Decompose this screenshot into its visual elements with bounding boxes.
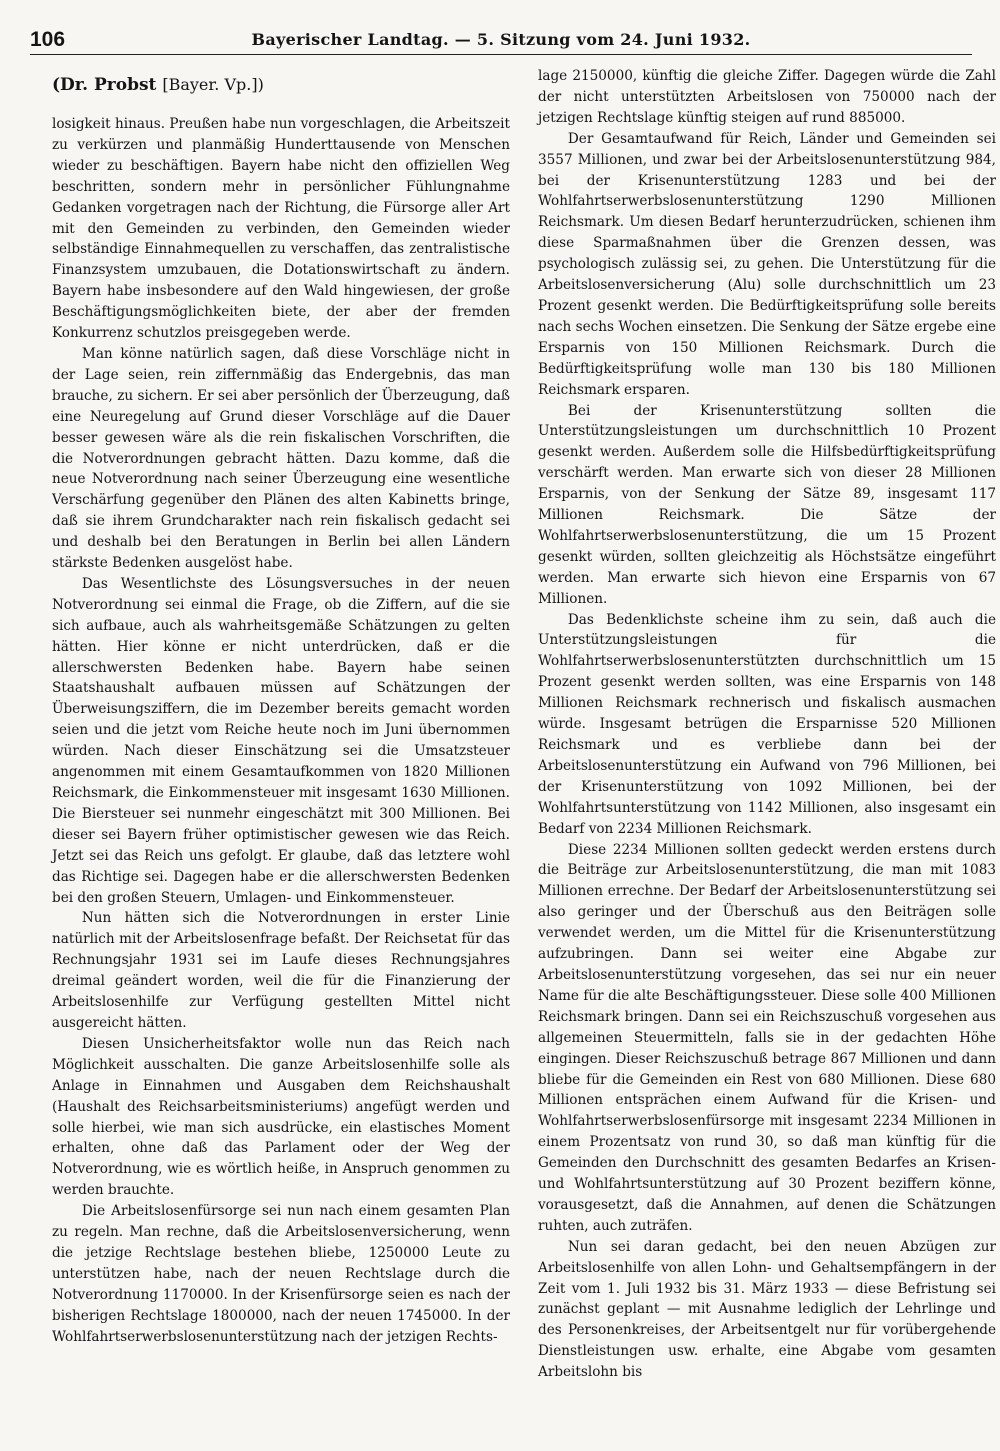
left-column [52,66,510,1347]
page-header [30,28,972,55]
paragraph: Das Bedenklichste scheine ihm zu sein, daß auch die Unterstützungsleistungen für die Wohlfahrtserwerbslosenunterstützten durchschnittlich um 15 Prozent gesenkt werden sollten, was eine Ersparnis von 148 Millionen Reichsmark rechnerisch und fiskalisch ausmachen würde. Insgesamt betrügen die Ersparnisse 520 Millionen Reichsmark und es verbliebe dann bei der Arbeitslosenunterstützung ein Aufwand von 796 Millionen, bei der Krisenunterstützung von 1092 Millionen, bei der Wohlfahrtsunterstützung von 1142 Millionen, also insgesamt ein Bedarf von 2234 Millionen Reichsmark. [538,611,996,837]
paragraph: Man könne natürlich sagen, daß diese Vorschläge nicht in der Lage seien, rein ziffernmäßig das Endergebnis, das man brauche, zu sichern. Er sei aber persönlich der Überzeugung, daß eine Neuregelung auf Grund dieser Vorschläge auf die Dauer besser gewesen wäre als die rein fiskalischen Vorschriften, die die Notverordnungen gebracht hätten. Dazu komme, daß die neue Notverordnung nach seiner Überzeugung eine wesentliche Verschärfung gegenüber den Plänen des alten Kabinetts bringe, daß sie ihrem Grundcharakter nach rein fiskalisch gedacht sei und deshalb bei den Beratungen in Berlin bei allen Ländern stärkste Bedenken ausgelöst habe. [52,345,510,572]
paragraph: Nun sei daran gedacht, bei den neuen Abzügen zur Arbeitslosenhilfe von allen Lohn- und Gehaltsempfängern in der Zeit vom 1. Juli 1932 bis 31. März 1933 — diese Befristung sei zunächst geplant — mit Ausnahme lediglich der Lehrlinge und des Personenkreises, der Arbeitsentgelt nur für vorübergehende Dienstleistungen usw. erhalte, eine Abgabe vom gesamten Arbeitslohn bis [538,1238,996,1381]
paragraph: Diesen Unsicherheitsfaktor wolle nun das Reich nach Möglichkeit ausschalten. Die ganze Arbeitslosenhilfe solle als Anlage in Einnahmen und Ausgaben dem Reichshaushalt (Haushalt des Reichsarbeitsministeriums) angefügt werden und solle hierbei, wie man sich ausdrücke, ein elastisches Moment erhalten, ohne daß das Parlament oder der Weg der Notverordnung, wie es wörtlich heiße, in Anspruch genommen zu werden brauchte. [52,1035,510,1199]
paragraph: lage 2150000, künftig die gleiche Ziffer. Dagegen würde die Zahl der nicht unterstützten Arbeitslosen von 750000 nach der jetzigen Rechtslage künftig steigen auf rund 885000. [538,68,996,126]
speaker-heading [52,74,510,96]
paragraph: Der Gesamtaufwand für Reich, Länder und Gemeinden sei 3557 Millionen, und zwar bei der Arbeitslosenunterstützung 984, bei der Krisenunterstützung 1283 und bei der Wohlfahrtserwerbslosenunterstützung 1290 Millionen Reichsmark. Um diesen Bedarf herunterzudrücken, schienen ihm diese Sparmaßnahmen über die Grenzen dessen, was psychologisch zulässig sei, zu gehen. Die Unterstützung für die Arbeitslosenversicherung (Alu) solle durchschnittlich um 23 Prozent gesenkt werden. Die Bedürftigkeitsprüfung solle bereits nach sechs Wochen einsetzen. Die Senkung der Sätze ergebe eine Ersparnis von 150 Millionen Reichsmark. Durch die Bedürftigkeitsprüfung wolle man 130 bis 180 Millionen Reichsmark ersparen. [538,130,996,398]
speaker-affiliation: [Bayer. Vp.]) [162,75,264,94]
paragraph: Nun hätten sich die Notverordnungen in erster Linie natürlich mit der Arbeitslosenfrage befaßt. Der Reichsetat für das Rechnungsjahr 1931 sei im Laufe dieses Rechnungsjahres dreimal geändert worden, weil die für die Finanzierung der Arbeitslosenhilfe zur Verfügung gestellten Mittel nicht ausgereicht hätten. [52,910,510,1031]
page-number: 106 [30,28,66,51]
paragraph: Das Wesentlichste des Lösungsversuches in der neuen Notverordnung sei einmal die Frage, ob die Ziffern, auf die sie sich aufbaue, auch als wahrheitsgemäße Schätzungen zu gelten hätten. Hier könne er nicht unterdrücken, daß er die allerschwersten Bedenken habe. Bayern habe seinen Staatshaushalt aufbauen müssen auf Schätzungen der Überweisungsziffern, die im Dezember bereits gemacht worden seien und die jetzt vom Reiche heute noch im Juni übernommen würden. Nach dieser Einschätzung sei die Umsatzsteuer angenommen mit einem Gesamtaufkommen von 1820 Millionen Reichsmark, die Einkommensteuer mit insgesamt 1630 Millionen. Die Biersteuer sei nunmehr eingeschätzt mit 300 Millionen. Bei dieser sei Bayern früher optimistischer gewesen wie das Reich. Jetzt sei das Reich uns gefolgt. Er glaube, daß das letztere wohl das Richtige sei. Dagegen habe er die allerschwersten Bedenken bei den großen Steuern, Umlagen- und Einkommensteuer. [52,575,510,906]
paragraph: Diese 2234 Millionen sollten gedeckt werden erstens durch die Beiträge zur Arbeitslosenunterstützung, die man mit 1083 Millionen errechne. Der Bedarf der Arbeitslosenunterstützung sei also geringer und der Überschuß aus den Beiträgen solle verwendet werden, um die Mittel für die Krisenunterstützung aufzubringen. Dann sei weiter eine Abgabe zur Arbeitslosenunterstützung vorgesehen, das sei nur ein neuer Name für die alte Beschäftigungssteuer. Diese solle 400 Millionen Reichsmark bringen. Dann sei ein Reichszuschuß vorgesehen aus allgemeinen Steuermitteln, falls sie in der gedachten Höhe eingingen. Dieser Reichszuschuß betrage 867 Millionen und dann bliebe für die Gemeinden ein Rest von 680 Millionen. Diese 680 Millionen entsprächen einem Aufwand für die Krisen- und Wohlfahrtserwerbslosenfürsorge mit insgesamt 2234 Millionen in einem Prozentsatz von rund 30, so daß man künftig für die Gemeinden den Durchschnitt des gesamten Bedarfes an Krisen- und Wohlfahrtsunterstützung auf 30 Prozent beziffern könne, vorausgesetzt, daß die Annahmen, auf denen die Schätzungen ruhten, auch zuträfen. [538,841,996,1234]
running-head: Bayerischer Landtag. — 5. Sitzung vom 24. Juni 1932. [251,30,751,49]
paragraph: Bei der Krisenunterstützung sollten die Unterstützungsleistungen um durchschnittlich 10 Prozent gesenkt werden. Außerdem solle die Hilfsbedürftigkeitsprüfung verschärft werden. Man erwarte sich von dieser 28 Millionen Ersparnis, von der Senkung der Sätze 89, insgesamt 117 Millionen Reichsmark. Die Sätze der Wohlfahrtserwerbslosenunterstützung, die um 15 Prozent gesenkt würden, sollten gleichzeitig als Höchstsätze eingeführt werden. Man erwarte sich hievon eine Ersparnis von 67 Millionen. [538,402,996,607]
speaker-name: (Dr. Probst [52,75,157,95]
paragraph: losigkeit hinaus. Preußen habe nun vorgeschlagen, die Arbeitszeit zu verkürzen und planmäßig Hunderttausende von Menschen wieder zu beschäftigen. Bayern habe nicht den offiziellen Weg beschritten, sondern mehr in persönlicher Fühlungnahme Gedanken vorgetragen nach der Richtung, die Fürsorge aller Art mit den Gemeinden zu verbinden, den Gemeinden wieder selbständige Einnahmequellen zu verschaffen, das zentralistische Finanzsystem umzubauen, die Dotationswirtschaft zu ändern. Bayern habe insbesondere auf den Wald hingewiesen, der große Beschäftigungsmöglichkeiten biete, der aber der fremden Konkurrenz schutzlos preisgegeben werde. [52,116,510,342]
right-column [538,66,996,1383]
paragraph: Die Arbeitslosenfürsorge sei nun nach einem gesamten Plan zu regeln. Man rechne, daß die Arbeitslosenversicherung, wenn die jetzige Rechtslage bestehen bliebe, 1250000 Leute zu unterstützen habe, nach der neuen Rechtslage durch die Notverordnung 1170000. In der Krisenfürsorge seien es nach der bisherigen Rechtslage 1800000, nach der neuen 1745000. In der Wohlfahrtserwerbslosenunterstützung nach der jetzigen Rechts- [52,1203,510,1345]
